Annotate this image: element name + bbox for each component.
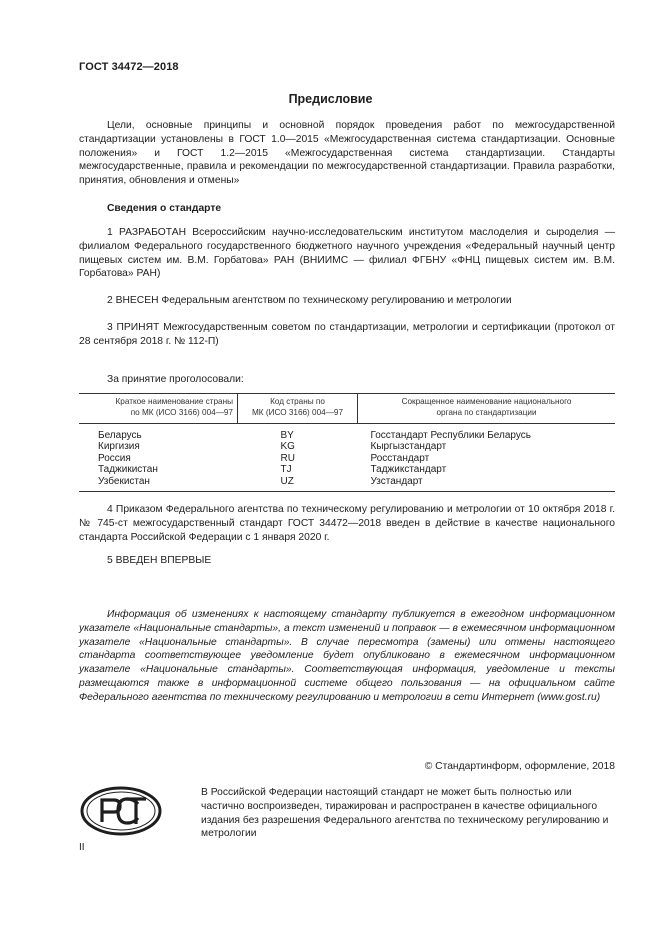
info-notice-text: Информация об изменениях к настоящему стандарту публикуется в ежегодном информационном указателе «Национальные стандарты», а текст изменений и поправок — в ежемесячном информационном указателе «Национальные стандарты». В случае пересмотра (замены) или отмены настоящего стандарта соответствующее уведомление будет опубликовано в ежемесячном информационном указателе «Национальные стандарты». Соответствующая информация, уведомление и тексты размещаются также в информационной системе общего пользования — на официальном сайте Федерального агентства по техническому регулированию и метрологии в сети Интернет (www.gost.ru) [79, 609, 615, 703]
table-header-row [79, 394, 615, 424]
standard-body: Таджикстандарт [370, 464, 447, 476]
info-notice [79, 608, 615, 705]
intro-text: Цели, основные принципы и основной порядок проведения работ по межгосударственной стандартизации установлены в ГОСТ 1.0—2015 «Межгосударственная система стандартизации. Основные положения» и ГОСТ 1.2—2015 «Межгосударственная система стандартизации. Стандарты межгосударственные, правила и рекомендации по межгосударственной стандартизации. Правила разработки, принятия, обновления и отмены» [79, 120, 615, 187]
item-3-text: 3 ПРИНЯТ Межгосударственным советом по стандартизации, метрологии и сертификации (протокол от 28 сентября 2018 г. № 112-П) [79, 322, 615, 347]
country-name: Беларусь [98, 430, 142, 441]
table-row [79, 441, 615, 452]
item-4-text: 4 Приказом Федерального агентства по техническому регулированию и метрологии от 10 октября 2018 г. № 745-ст межгосударственный стандарт ГОСТ 34472—2018 введен в действие в качестве национального стандарта Российской Федерации с 1 января 2020 г. [79, 504, 615, 543]
page-number: II [79, 842, 85, 853]
standard-body: Узстандарт [358, 476, 616, 492]
country-code: BY [280, 430, 294, 441]
item-1 [79, 226, 615, 281]
header-standard-body [358, 394, 616, 424]
table-row [79, 424, 615, 442]
header-line: МК (ИСО 3166) 004—97 [251, 408, 344, 417]
item-4 [79, 503, 615, 544]
country-name: Россия [98, 452, 131, 464]
standard-body: Росстандарт [370, 452, 430, 464]
header-line: по МК (ИСО 3166) 004—97 [130, 408, 233, 417]
header-line: Код страны по [270, 397, 325, 406]
item-3 [79, 321, 615, 349]
header-line: Краткое наименование страны [115, 397, 233, 406]
country-code: TJ [280, 464, 292, 476]
table-row [79, 464, 615, 475]
header-line: Сокращенное наименование национального [401, 397, 572, 406]
country-code: UZ [238, 476, 358, 492]
rf-notice: В Российской Федерации настоящий стандарт не может быть полностью или частично воспроизведен, тиражирован и распространен в качестве официального издания без разрешения Федерального агентства по техническому регулированию и метрологии [201, 787, 609, 840]
page-title: Предисловие [288, 92, 373, 106]
document-code: ГОСТ 34472—2018 [79, 61, 179, 73]
country-name: Таджикистан [98, 464, 158, 476]
country-code: KG [280, 441, 295, 453]
copyright: © Стандартинформ, оформление, 2018 [424, 761, 615, 772]
header-country-code [238, 394, 358, 424]
item-1-text: 1 РАЗРАБОТАН Всероссийским научно-исследовательским институтом маслоделия и сыроделия — филиалом Федерального государственного бюджетного научного учреждения «Федеральный научный центр пищевых систем им. В.М. Горбатова» РАН (ВНИИМС — филиал ФГБНУ «ФНЦ пищевых систем им. В.М. Горбатова» РАН) [79, 227, 615, 280]
item-5: 5 ВВЕДЕН ВПЕРВЫЕ [107, 555, 212, 566]
gost-r-logo-icon [80, 786, 162, 836]
item-2: 2 ВНЕСЕН Федеральным агентством по техническому регулированию и метрологии [107, 295, 512, 306]
intro-paragraph [79, 119, 615, 188]
table-row [79, 476, 615, 492]
voting-table [79, 393, 615, 492]
table-row [79, 453, 615, 464]
standard-body: Кыргызстандарт [370, 441, 447, 453]
header-country-name [79, 394, 238, 424]
header-line: органа по стандартизации [436, 408, 537, 417]
standard-body: Госстандарт Республики Беларусь [370, 430, 531, 441]
country-name: Узбекистан [79, 476, 238, 492]
section-title: Сведения о стандарте [107, 203, 222, 214]
country-name: Киргизия [98, 441, 140, 453]
voted-label: За принятие проголосовали: [107, 374, 244, 385]
country-code: RU [280, 452, 295, 464]
